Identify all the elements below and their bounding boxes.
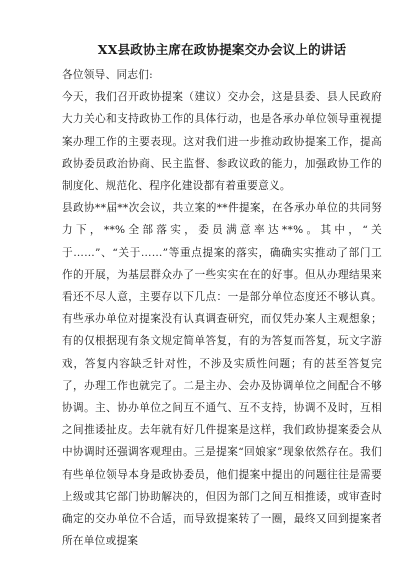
salutation: 各位领导、同志们: <box>62 69 154 81</box>
paragraph-1: 今天，我们召开政协提案（建议）交办会，这是县委、县人民政府大力关心和支持政协工作的具体行动，也是各承办单位领导重视提案办理工作的主要表现。这对我们进一步推动政协提案工作，提高政协委员政治协商、民主监督、参政议政的能力，加强政协工作的制度化、规范化、程序化建设都有着重要意义。 <box>62 91 382 193</box>
document-title: XX县政协主席在政协提案交办会议上的讲话 <box>97 42 347 57</box>
paragraph-2: 县政协**届**次会议，共立案的**件提案，在各承办单位的共同努力下，**%全部落实，委员满意率达**%。其中，“关于……”、“关于……”等重点提案的落实，确确实实推动了部门工作的开展，为基层群众办了一些实实在在的好事。但从办理结果来看还不尽人意，主要存以下几点：一是部分单位态度还不够认真。有些承办单位对提案没有认真调查研究，而仅凭办案人主观想象；有的仅根据现有条文规定简单答复，有的为答复而答复，玩文字游戏，答复内容缺乏针对性，不涉及实质性问题；有的甚至答复完了，办理工作也就完了。二是主办、会办及协调单位之间配合不够协调。主、协办单位之间互不通气、互不支持，协调不及时，互相之间推诿扯皮。去年就有好几件提案是这样，我们政协提案委会从中协调时还强调客观理由。三是提案“回娘家”现象依然存在。我们有些单位领导本身是政协委员，他们提案中提出的问题往往是需要上级或其它部门协助解决的，但因为部门之间互相推诿，或审查时确定的交办单位不合适，而导致提案转了一圈，最终又回到提案者所在单位或提案 <box>62 202 382 548</box>
document-body <box>62 64 382 552</box>
